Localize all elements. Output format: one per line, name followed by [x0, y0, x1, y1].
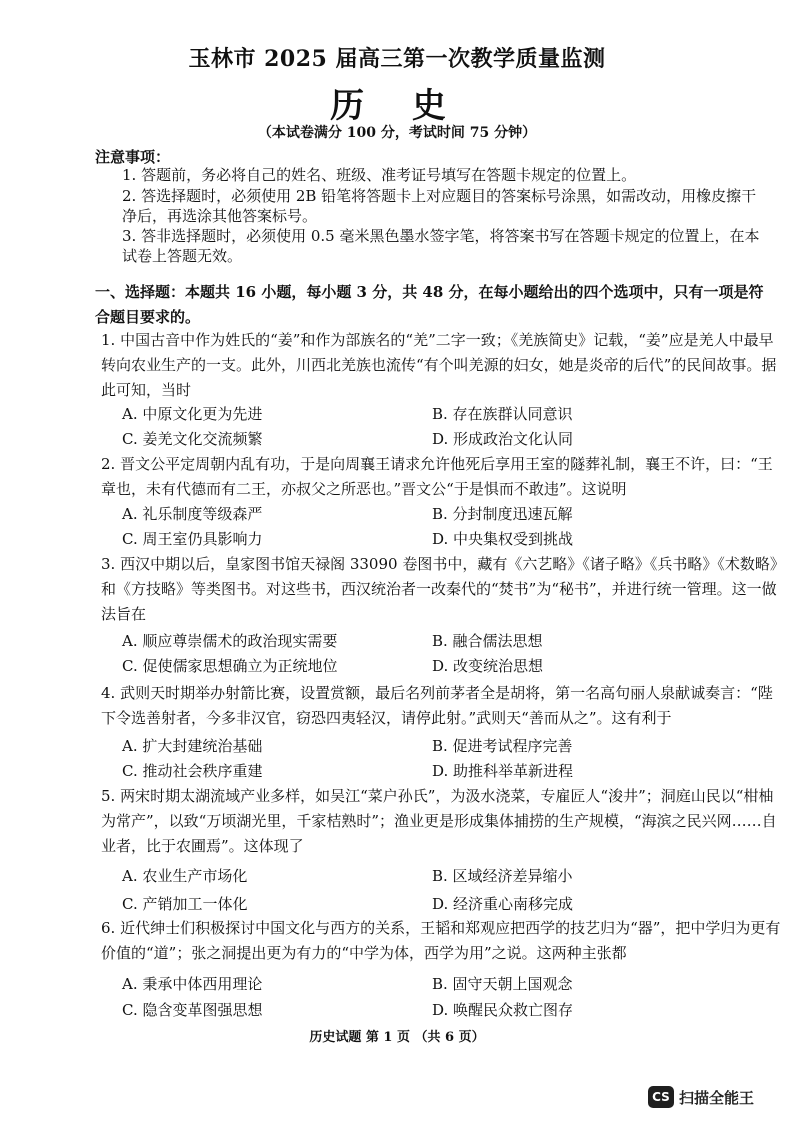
option-d: D. 助推科举革新进程: [432, 762, 574, 780]
notes-heading: 注意事项：: [95, 148, 171, 166]
option-a: A. 秉承中体西用理论: [122, 975, 263, 993]
option-c: C. 产销加工一体化: [122, 895, 248, 913]
option-b: B. 固守天朝上国观念: [432, 975, 573, 993]
option-a: A. 农业生产市场化: [122, 867, 248, 885]
question-stem: 1. 中国古音中作为姓氏的“姜”和作为部族名的“羌”二字一致；《羌族简史》记载，“姜”应是羌人中最早转向农业生产的一支。此外，川西北羌族也流传“有个叫羌源的妇女，她是炎帝的后代”的民间故事。据此可知，当时: [101, 331, 777, 399]
note-item: 1. 答题前，务必将自己的姓名、班级、准考证号填写在答题卡规定的位置上。: [122, 166, 637, 184]
watermark-text: 扫描全能王: [679, 1088, 755, 1107]
option-a: A. 礼乐制度等级森严: [122, 505, 263, 523]
question-stem: 5. 两宋时期太湖流域产业多样，如吴江“菜户孙氏”，为汲水浇菜，专雇匠人“浚井”；洞庭山民以“柑柚为常产”，以致“万顷湖光里，千家桔熟时”；渔业更是形成集体捕捞的生产规模，“海滨之民兴网……自业者，比于农圃焉”。这体现了: [101, 787, 777, 855]
option-c: C. 推动社会秩序重建: [122, 762, 263, 780]
option-a: A. 顺应尊崇儒术的政治现实需要: [122, 632, 338, 650]
camscanner-logo-icon: CS: [648, 1086, 674, 1108]
question-stem: 2. 晋文公平定周朝内乱有功，于是向周襄王请求允许他死后享用王室的隧葬礼制，襄王不许，曰：“王章也，未有代德而有二王，亦叔父之所恶也。”晋文公“于是惧而不敢违”。这说明: [101, 455, 773, 498]
option-b: B. 分封制度迅速瓦解: [432, 505, 573, 523]
option-c: C. 隐含变革图强思想: [122, 1001, 263, 1019]
question-stem: 6. 近代绅士们积极探讨中国文化与西方的关系，王韬和郑观应把西学的技艺归为“器”，把中学归为更有价值的“道”；张之洞提出更为有力的“中学为体，西学为用”之说。这两种主张都: [101, 919, 781, 962]
option-a: A. 中原文化更为先进: [122, 405, 263, 423]
option-d: D. 唤醒民众救亡图存: [432, 1001, 574, 1019]
option-c: C. 姜羌文化交流频繁: [122, 430, 263, 448]
option-d: D. 经济重心南移完成: [432, 895, 574, 913]
option-c: C. 促使儒家思想确立为正统地位: [122, 657, 338, 675]
option-a: A. 扩大封建统治基础: [122, 737, 263, 755]
exam-meta: （本试卷满分 100 分，考试时间 75 分钟）: [257, 125, 537, 141]
option-b: B. 促进考试程序完善: [432, 737, 573, 755]
exam-title: 玉林市 2025 届高三第一次教学质量监测: [188, 46, 606, 72]
note-item: 3. 答非选择题时，必须使用 0.5 毫米黑色墨水签字笔，将答案书写在答题卡规定的位置上，在本试卷上答题无效。: [122, 227, 760, 265]
section-heading: 一、选择题：本题共 16 小题，每小题 3 分，共 48 分，在每小题给出的四个选项中，只有一项是符合题目要求的。: [95, 283, 764, 326]
option-b: B. 区域经济差异缩小: [432, 867, 573, 885]
option-d: D. 中央集权受到挑战: [432, 530, 574, 548]
option-d: D. 改变统治思想: [432, 657, 544, 675]
question-stem: 3. 西汉中期以后，皇家图书馆天禄阁 33090 卷图书中，藏有《六艺略》《诸子略》《兵书略》《术数略》和《方技略》等类图书。对这些书，西汉统治者一改秦代的“焚书”为“秘书”，并进行统一管理。这一做法旨在: [101, 555, 778, 623]
option-d: D. 形成政治文化认同: [432, 430, 574, 448]
question-stem: 4. 武则天时期举办射箭比赛，设置赏额，最后名列前茅者全是胡将，第一名高句丽人泉献诚奏言：“陛下令选善射者，今多非汉官，窃恐四夷轻汉，请停此射。”武则天“善而从之”。这有利于: [101, 684, 773, 727]
option-b: B. 存在族群认同意识: [432, 405, 573, 423]
subject-title: 历 史: [330, 86, 464, 126]
scanner-watermark: [648, 1086, 754, 1108]
option-c: C. 周王室仍具影响力: [122, 530, 263, 548]
page-footer: 历史试题 第 1 页 （共 6 页）: [309, 1030, 485, 1045]
note-item: 2. 答选择题时，必须使用 2B 铅笔将答题卡上对应题目的答案标号涂黑，如需改动，用橡皮擦干净后，再选涂其他答案标号。: [122, 187, 757, 225]
option-b: B. 融合儒法思想: [432, 632, 543, 650]
